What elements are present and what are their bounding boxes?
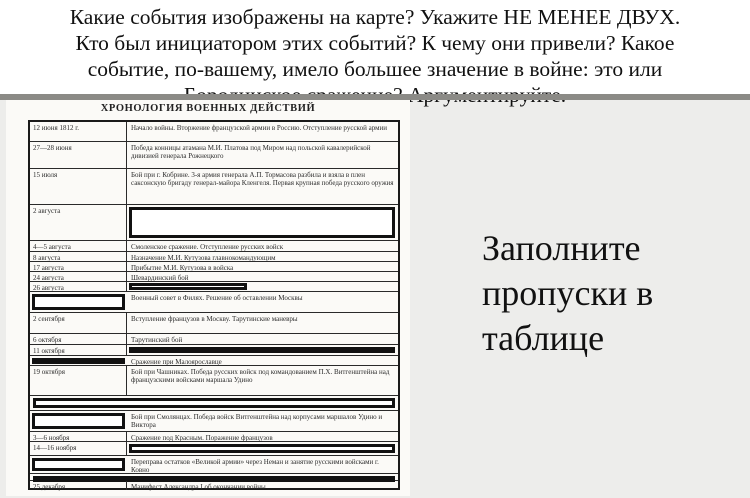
blank-event-field[interactable] — [129, 283, 247, 290]
table-row — [30, 205, 398, 241]
blank-date-field[interactable] — [32, 294, 125, 310]
row-date: 24 августа — [30, 272, 127, 281]
row-date: 14—16 ноября — [30, 442, 127, 455]
table-row — [30, 292, 398, 313]
row-date: 25 декабря — [30, 481, 127, 490]
instruction-line-2: пропуски в — [482, 273, 654, 313]
instruction-line-1: Заполните — [482, 228, 641, 268]
row-event: Переправа остатков «Великой армии» через Неман и занятие русскими войсками г. Ковно — [131, 458, 379, 474]
row-date: 12 июня 1812 г. — [30, 122, 127, 141]
row-date: 6 октября — [30, 334, 127, 344]
table-row — [30, 396, 398, 411]
chronology-title: ХРОНОЛОГИЯ ВОЕННЫХ ДЕЙСТВИЙ — [100, 103, 316, 114]
row-date: 4—5 августа — [30, 241, 127, 251]
row-event: Сражение при Малоярославце — [131, 358, 222, 366]
row-date: 19 октября — [30, 366, 127, 395]
row-event: Манифест Александра I об окончании войны — [131, 483, 266, 491]
row-date: 2 августа — [30, 205, 127, 240]
blank-event-field[interactable] — [129, 444, 395, 453]
row-date: 26 августа — [30, 282, 127, 291]
row-event: Тарутинский бой — [131, 336, 183, 344]
question-header — [0, 0, 750, 94]
blank-event-field[interactable] — [129, 347, 395, 353]
blank-row-field[interactable] — [33, 398, 395, 408]
question-text — [8, 4, 742, 108]
row-event: Вступление французов в Москву. Тарутинские маневры — [131, 315, 298, 323]
table-row — [30, 142, 398, 169]
question-line-3: событие, по-вашему, имело большее значение в войне: это или — [87, 57, 663, 81]
row-date: 2 сентября — [30, 313, 127, 333]
blank-date-field[interactable] — [32, 458, 125, 471]
row-event: Сражение под Красным. Поражение французов — [131, 434, 273, 442]
row-date: 3—6 ноября — [30, 432, 127, 441]
row-date: 27—28 июня — [30, 142, 127, 168]
table-row — [30, 432, 398, 442]
instruction-line-3: таблице — [482, 318, 605, 358]
table-row — [30, 169, 398, 205]
question-line-1: Какие события изображены на карте? Укажите НЕ МЕНЕЕ ДВУХ. — [69, 5, 681, 29]
row-event: Бой при Смолянцах. Победа войск Витгенштейна над корпусами маршалов Удино и Виктора — [131, 413, 383, 429]
table-row — [30, 334, 398, 345]
table-row — [30, 241, 398, 252]
table-row — [30, 252, 398, 262]
table-row — [30, 366, 398, 396]
row-date: 17 августа — [30, 262, 127, 271]
question-line-2: Кто был инициатором этих событий? К чему они привели? Какое — [75, 31, 675, 55]
row-event: Назначение М.И. Кутузова главнокомандующим — [131, 254, 276, 262]
table-row — [30, 456, 398, 474]
row-event: Начало войны. Вторжение французской армии в Россию. Отступление русской армии — [131, 124, 388, 132]
blank-date-field[interactable] — [32, 413, 125, 429]
table-row — [30, 313, 398, 334]
table-row — [30, 481, 398, 490]
row-event: Бой при Чашниках. Победа русских войск под командованием П.Х. Витгенштейна над французскими войсками маршала Удино — [131, 368, 390, 384]
table-row — [30, 356, 398, 366]
table-row — [30, 442, 398, 456]
row-event: Смоленское сражение. Отступление русских войск — [131, 243, 284, 251]
row-event: Шевардинский бой — [131, 274, 189, 282]
table-row — [30, 122, 398, 142]
instruction-text — [482, 226, 653, 361]
table-row — [30, 282, 398, 292]
row-event: Военный совет в Филях. Решение об оставлении Москвы — [131, 294, 303, 302]
table-row — [30, 272, 398, 282]
table-row — [30, 262, 398, 272]
row-date: 8 августа — [30, 252, 127, 261]
blank-event-field[interactable] — [129, 207, 395, 238]
blank-date-field[interactable] — [32, 358, 125, 364]
row-date: 15 июля — [30, 169, 127, 204]
chronology-table — [28, 120, 400, 490]
row-date: 11 октября — [30, 345, 127, 355]
row-event: Бой при г. Кобрине. 3-я армия генерала А.П. Тормасова разбила и взяла в плен саксонскую бригаду генерал-майора Кленгеля. Первая крупная победа русского оружия — [131, 171, 394, 187]
chronology-document — [6, 100, 410, 496]
table-row — [30, 474, 398, 481]
table-row — [30, 345, 398, 356]
row-event: Прибытие М.И. Кутузова в войска — [131, 264, 234, 272]
table-row — [30, 411, 398, 432]
row-event: Победа конницы атамана М.И. Платова под Миром над польской кавалерийской дивизией генерала Рожнецкого — [131, 144, 371, 160]
